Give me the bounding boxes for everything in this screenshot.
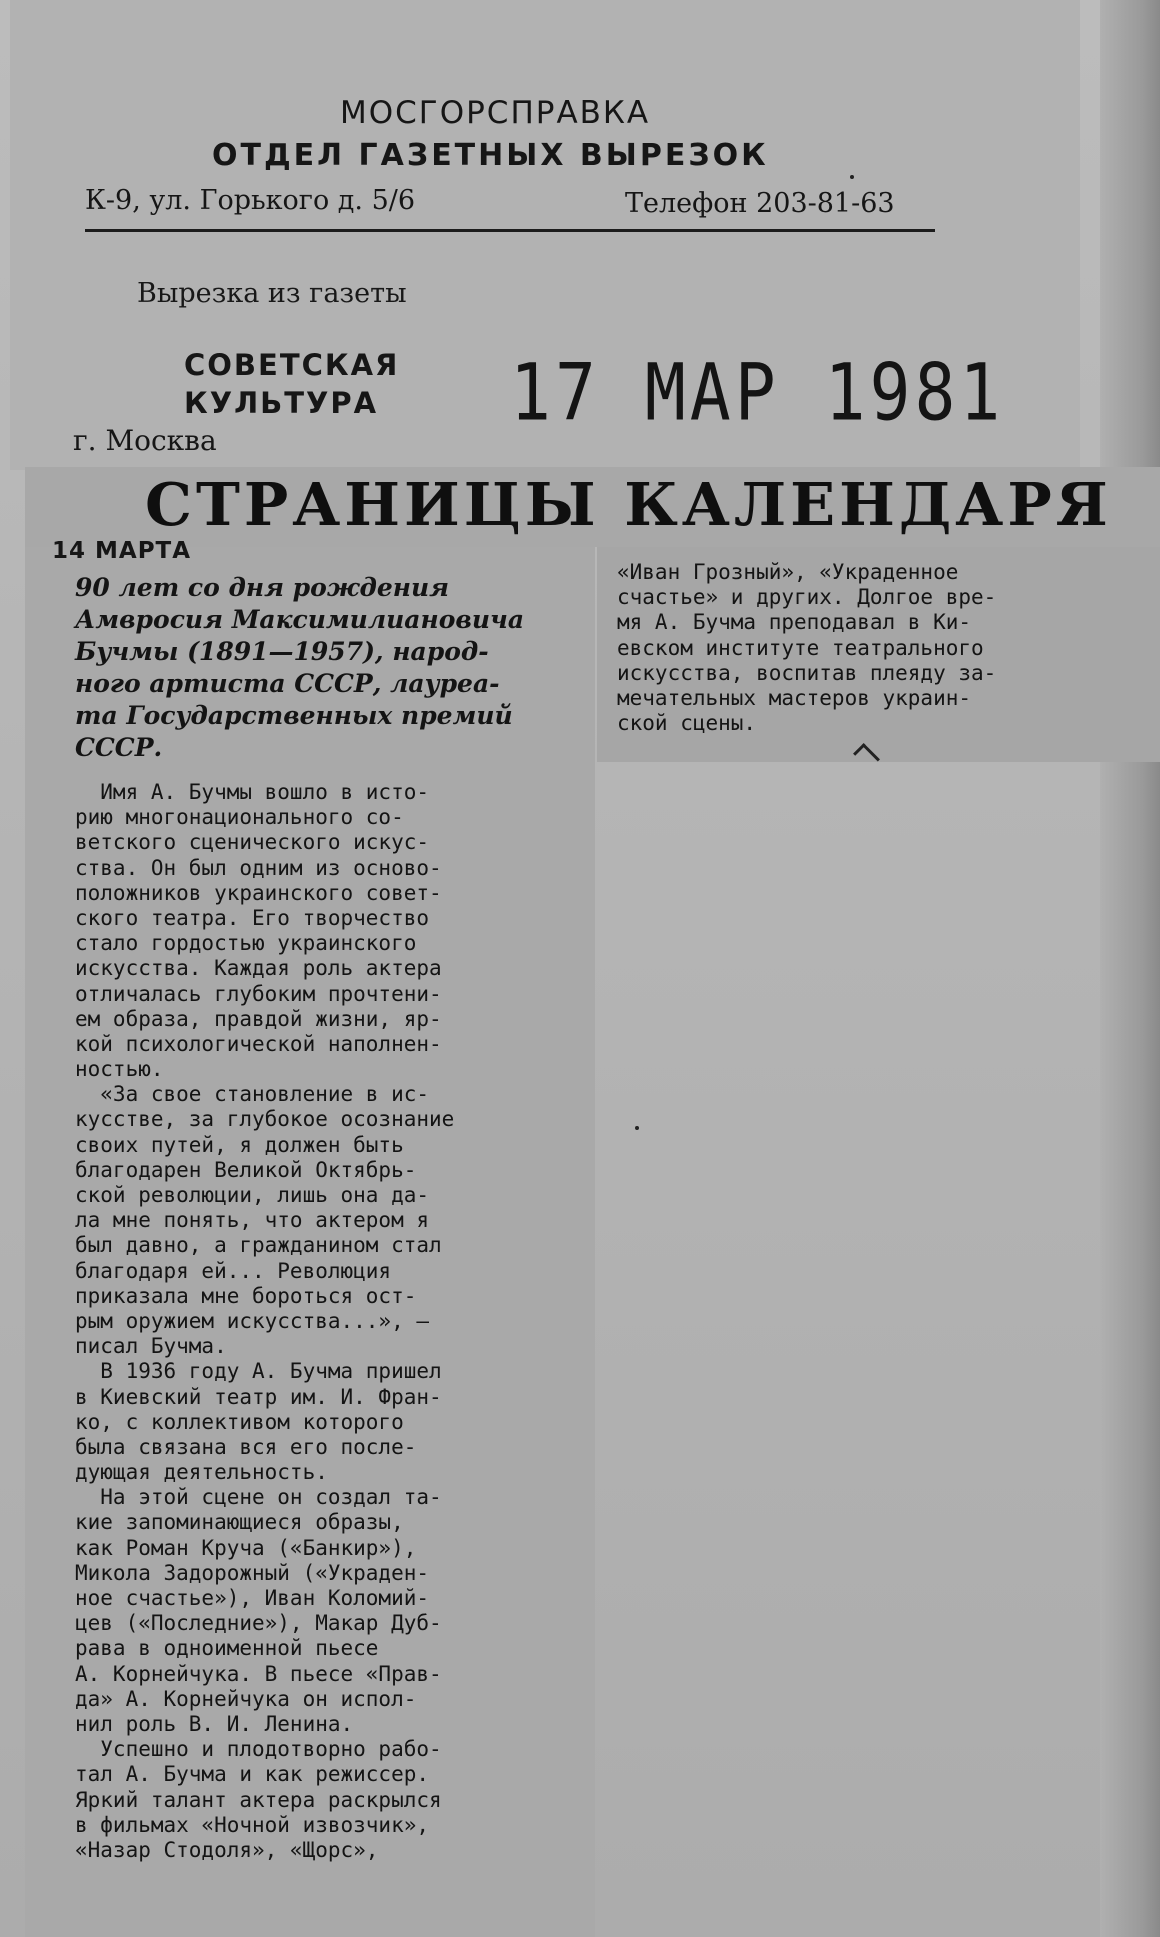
body-line: приказала мне бороться ост- [75,1283,417,1308]
body-line: ностью. [75,1057,164,1082]
body-line: ства. Он был одним из осново- [75,855,442,880]
body-line: как Роман Круча («Банкир»), [75,1535,417,1560]
body-line: нил роль В. И. Ленина. [75,1711,354,1736]
body-line: ской революции, лишь она да- [75,1183,430,1207]
article-body-right [617,560,1157,736]
body-line: В 1936 году А. Бучма пришел [75,1359,442,1384]
body-line: рава в одноименной пьесе [75,1636,379,1661]
lead-line: Амвросия Максимилиановича [75,605,525,634]
body-line: кусстве, за глубокое осознание [75,1107,455,1132]
body-line: «Иван Грозный», «Украденное [617,560,959,584]
newspaper-name-line2: КУЛЬТУРА [184,386,379,420]
lead-line: 90 лет со дня рождения [75,573,450,602]
body-line: ла мне понять, что актером я [75,1208,430,1233]
body-line: своих путей, я должен быть [75,1132,404,1157]
body-line: ской сцены. [617,711,757,736]
scan-speck [850,175,854,179]
article-date: 14 МАРТА [52,538,192,564]
newspaper-name-line1: СОВЕТСКАЯ [184,348,400,382]
agency-phone: Телефон 203-81-63 [625,188,895,219]
date-stamp: 17 МАР 1981 [510,348,1005,439]
body-line: писал Бучма. [75,1334,227,1359]
body-line: Успешно и плодотворно рабо- [75,1737,442,1762]
body-line: был давно, а гражданином стал [75,1233,442,1258]
newspaper-name [184,346,399,422]
body-line: искусства, воспитав плеяду за- [617,660,997,685]
scan-speck [635,1126,639,1130]
body-line: была связана вся его после- [75,1434,417,1459]
body-line: стало гордостью украинского [75,931,417,956]
body-line: ем образа, правдой жизни, яр- [75,1006,442,1031]
body-line: дующая деятельность. [75,1460,328,1485]
body-line: кой психологической наполнен- [75,1031,442,1056]
body-line: цев («Последние»), Макар Дуб- [75,1611,442,1636]
article-lead [75,572,575,764]
body-line: А. Корнейчука. В пьесе «Прав- [75,1661,442,1686]
body-line: мя А. Бучма преподавал в Ки- [617,610,972,635]
body-line: да» А. Корнейчука он испол- [75,1686,417,1711]
body-line: Яркий талант актера раскрылся [75,1787,442,1812]
lead-line: Бучмы (1891—1957), народ- [75,637,489,666]
body-line: благодаря ей... Революция [75,1258,392,1283]
body-line: положников украинского совет- [75,880,442,905]
body-line: ского театра. Его творчество [75,905,430,930]
body-line: счастье» и других. Долгое вре- [617,585,997,610]
body-line: евском институте театрального [617,635,984,660]
body-line: ветского сценического искус- [75,830,430,855]
body-line: Имя А. Бучмы вошло в исто- [75,780,430,804]
body-line: искусства. Каждая роль актера [75,956,442,981]
header-divider [85,229,935,232]
body-line: тал А. Бучма и как режиссер. [75,1762,430,1787]
department-name: ОТДЕЛ ГАЗЕТНЫХ ВЫРЕЗОК [212,138,769,173]
body-line: мечательных мастеров украин- [617,685,972,710]
body-line: в Киевский театр им. И. Фран- [75,1384,442,1409]
lead-line: та Государственных премий [75,701,513,730]
body-line: в фильмах «Ночной извозчик», [75,1812,430,1837]
article-headline: СТРАНИЦЫ КАЛЕНДАРЯ [145,470,1112,539]
page-edge-shadow [1100,0,1160,1937]
lead-line: СССР. [75,733,163,762]
body-line: Микола Задорожный («Украден- [75,1560,430,1585]
clipping-label: Вырезка из газеты [137,278,407,309]
body-line: ное счастье»), Иван Коломий- [75,1586,430,1610]
lead-line: ного артиста СССР, лауреа- [75,669,500,698]
body-line: благодарен Великой Октябрь- [75,1157,417,1182]
body-line: отличалась глубоким прочтени- [75,981,442,1006]
article-body-left [75,780,575,1863]
body-line: рым оружием искусства...», — [75,1308,430,1333]
body-line: «За свое становление в ис- [75,1082,430,1107]
city-label: г. Москва [73,424,217,457]
body-line: кие запоминающиеся образы, [75,1510,404,1535]
agency-address: К-9, ул. Горького д. 5/6 [85,185,416,216]
body-line: «Назар Стодоля», «Щорс», [75,1837,379,1862]
body-line: рию многонационального со- [75,805,404,830]
agency-name: МОСГОРСПРАВКА [340,95,651,131]
body-line: ко, с коллективом которого [75,1409,404,1434]
body-line: На этой сцене он создал та- [75,1485,442,1510]
